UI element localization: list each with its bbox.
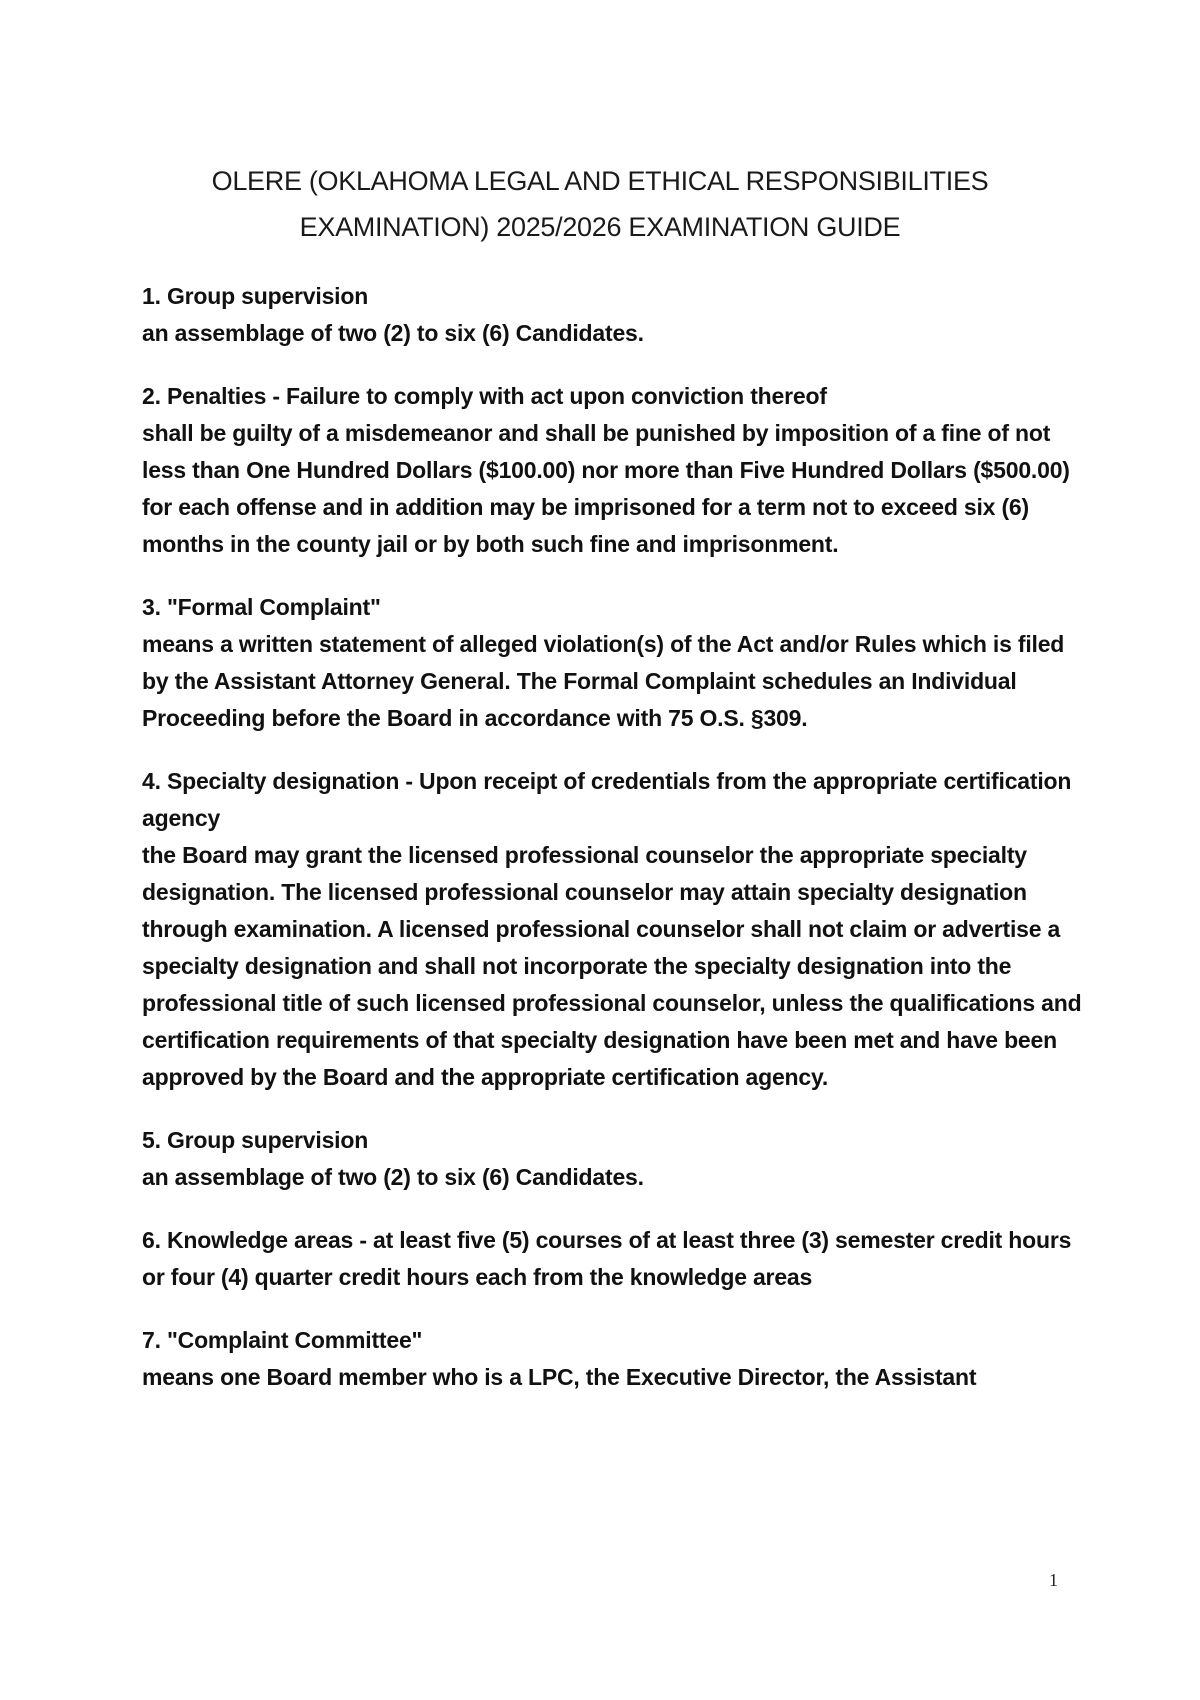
entry-term: 1. Group supervision — [142, 283, 369, 309]
entry-5 — [142, 1122, 1087, 1196]
document-body — [142, 278, 1087, 1422]
entry-4 — [142, 763, 1087, 1096]
entry-7 — [142, 1322, 1087, 1396]
entry-term: 4. Specialty designation - Upon receipt of credentials from the appropriate certification agency — [142, 768, 1072, 831]
entry-definition: means a written statement of alleged violation(s) of the Act and/or Rules which is filed by the Assistant Attorney General. The Formal Complaint schedules an Individual Proceeding before the Board in accordance with 75 O.S. §309. — [142, 631, 1065, 731]
entry-term: 5. Group supervision — [142, 1127, 369, 1153]
entry-term: 7. "Complaint Committee" — [142, 1327, 423, 1353]
entry-1 — [142, 278, 1087, 352]
document-title — [150, 158, 1050, 250]
entry-term: 3. "Formal Complaint" — [142, 594, 381, 620]
document-title-line-2: EXAMINATION) 2025/2026 EXAMINATION GUIDE — [299, 212, 901, 242]
entry-term: 6. Knowledge areas - at least five (5) courses of at least three (3) semester credit hours or four (4) quarter credit hours each from the knowledge areas — [142, 1227, 1072, 1290]
entry-6 — [142, 1222, 1087, 1296]
entry-definition: means one Board member who is a LPC, the Executive Director, the Assistant — [142, 1364, 977, 1390]
document-title-line-1: OLERE (OKLAHOMA LEGAL AND ETHICAL RESPONSIBILITIES — [211, 166, 989, 196]
page-number: 1 — [1049, 1570, 1058, 1590]
entry-definition: shall be guilty of a misdemeanor and shall be punished by imposition of a fine of not less than One Hundred Dollars ($100.00) nor more than Five Hundred Dollars ($500.00) for each offense and in addition may be imprisoned for a term not to exceed six (6) months in the county jail or by both such fine and imprisonment. — [142, 420, 1070, 557]
entry-3 — [142, 589, 1087, 737]
entry-term: 2. Penalties - Failure to comply with act upon conviction thereof — [142, 383, 827, 409]
entry-2 — [142, 378, 1087, 563]
entry-definition: an assemblage of two (2) to six (6) Candidates. — [142, 1164, 644, 1190]
entry-definition: an assemblage of two (2) to six (6) Candidates. — [142, 320, 644, 346]
entry-definition: the Board may grant the licensed professional counselor the appropriate specialty designation. The licensed professional counselor may attain specialty designation through examination. A licensed professional counselor shall not claim or advertise a specialty designation and shall not incorporate the specialty designation into the professional title of such licensed professional counselor, unless the qualifications and certification requirements of that specialty designation have been met and have been approved by the Board and the appropriate certification agency. — [142, 842, 1082, 1090]
